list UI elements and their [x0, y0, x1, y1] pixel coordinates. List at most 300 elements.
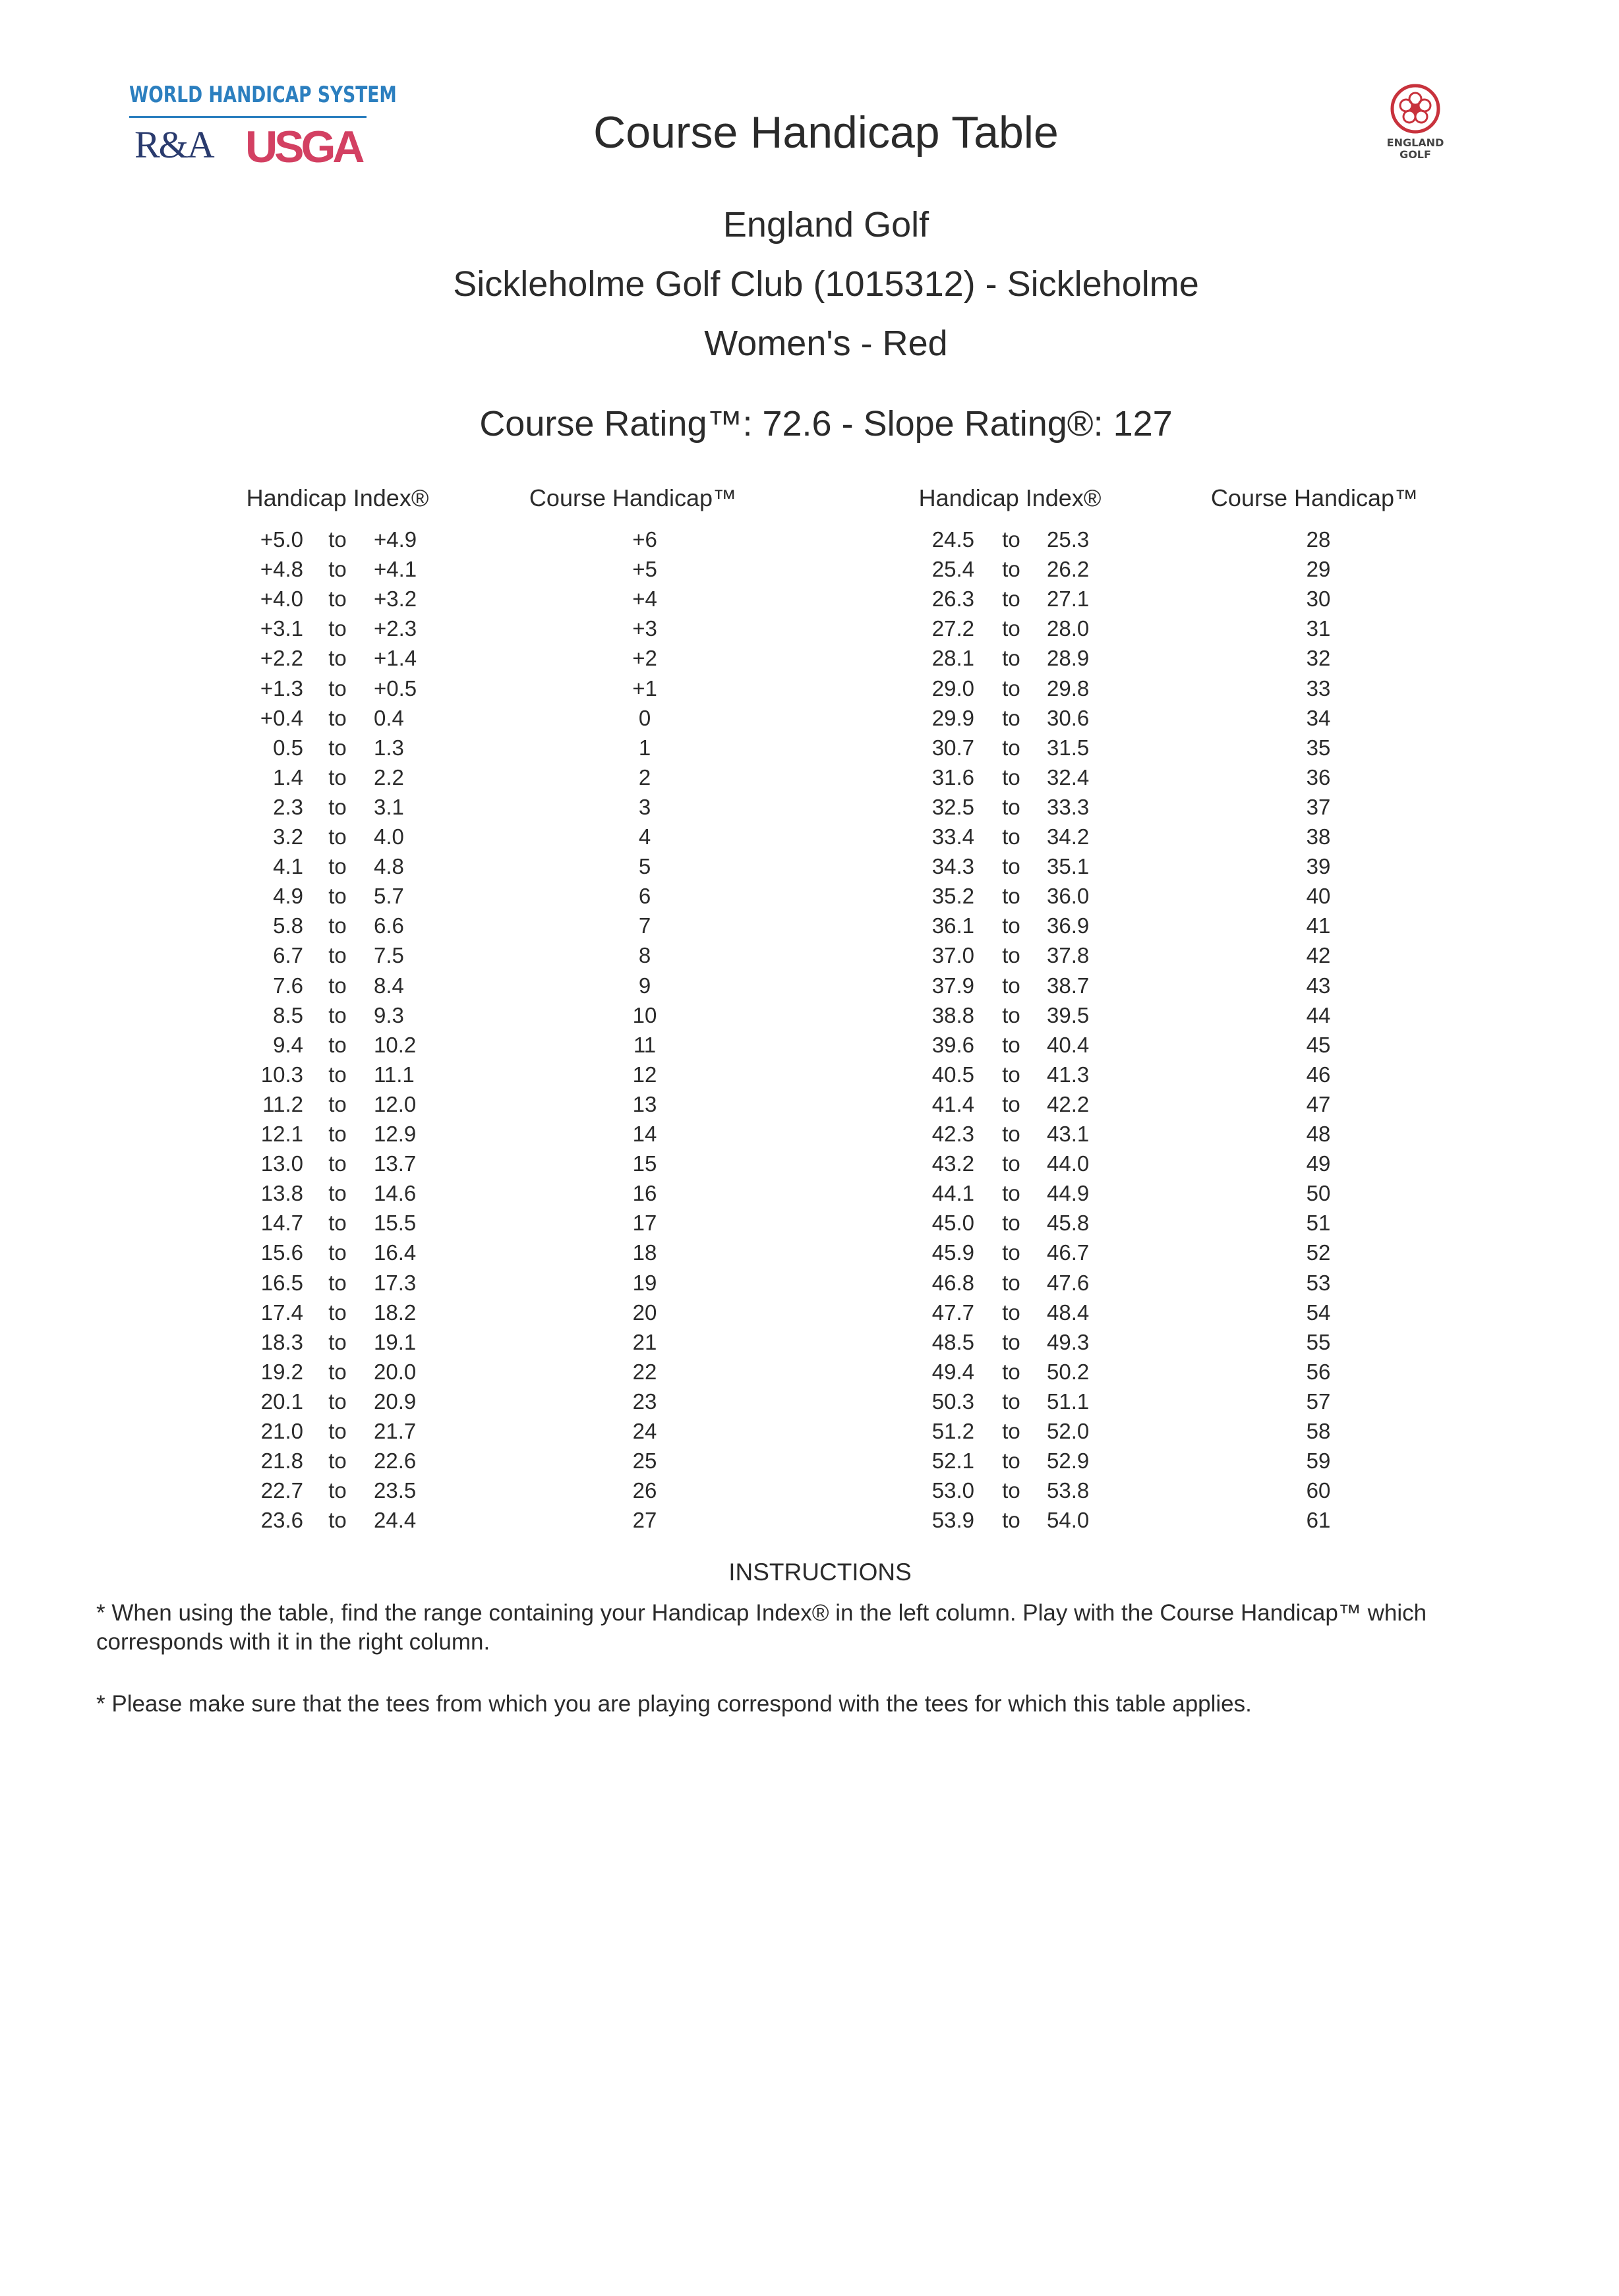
left-range-separator: to [328, 1032, 347, 1057]
left-index-to: +2.3 [374, 616, 417, 641]
left-index-from: 15.6 [260, 1240, 303, 1265]
left-index-from: 7.6 [273, 973, 303, 998]
left-range-separator: to [328, 1002, 347, 1027]
right-index-to: 44.9 [1047, 1181, 1090, 1206]
left-index-from: 13.8 [260, 1181, 303, 1206]
left-course-handicap: 5 [638, 854, 651, 879]
left-index-to: 20.0 [374, 1359, 417, 1384]
instruction-item-1: * When using the table, find the range containing your Handicap Index® in the left column. Play with the Course Handicap™ which corresponds with it in the right column. [96, 1600, 1427, 1655]
left-range-separator: to [328, 646, 347, 671]
right-range-separator: to [1002, 913, 1020, 938]
right-range-separator: to [1002, 557, 1020, 582]
table-row [0, 1478, 1619, 1508]
right-range-separator: to [1002, 1478, 1020, 1503]
right-index-from: 52.1 [931, 1449, 974, 1474]
right-index-to: 32.4 [1047, 764, 1090, 789]
right-range-separator: to [1002, 1389, 1020, 1414]
table-row [0, 1300, 1619, 1330]
right-index-from: 51.2 [931, 1419, 974, 1443]
right-range-separator: to [1002, 973, 1020, 998]
table-row [0, 1330, 1619, 1360]
left-course-handicap: +4 [632, 587, 657, 612]
left-range-separator: to [328, 1478, 347, 1503]
right-index-from: 28.1 [931, 646, 974, 671]
left-course-handicap: 0 [638, 705, 651, 730]
table-row [0, 1122, 1619, 1151]
left-index-from: +4.8 [260, 557, 303, 582]
right-course-handicap: 34 [1306, 705, 1331, 730]
table-row [0, 1240, 1619, 1270]
left-index-from: 1.4 [273, 764, 303, 789]
table-row [0, 913, 1619, 943]
left-range-separator: to [328, 824, 347, 849]
left-index-from: 20.1 [260, 1389, 303, 1414]
right-index-from: 39.6 [931, 1032, 974, 1057]
right-course-handicap: 59 [1306, 1449, 1331, 1474]
right-index-to: 46.7 [1047, 1240, 1090, 1265]
left-range-separator: to [328, 1419, 347, 1443]
left-course-handicap: +2 [632, 646, 657, 671]
left-course-handicap: 16 [632, 1181, 657, 1206]
left-range-separator: to [328, 1211, 347, 1236]
table-row [0, 1181, 1619, 1211]
table-row [0, 795, 1619, 824]
left-index-from: 11.2 [262, 1091, 303, 1116]
england-golf-logo-text: ENGLAND GOLF [1386, 136, 1444, 161]
left-course-handicap: 26 [632, 1478, 657, 1503]
left-index-to: 22.6 [374, 1449, 417, 1474]
left-index-to: 20.9 [374, 1389, 417, 1414]
left-course-handicap: 8 [638, 943, 651, 968]
right-course-handicap: 46 [1306, 1062, 1331, 1087]
right-index-to: 48.4 [1047, 1300, 1090, 1325]
right-index-to: 25.3 [1047, 527, 1090, 552]
right-index-from: 36.1 [931, 913, 974, 938]
right-course-handicap: 35 [1306, 735, 1331, 760]
table-row [0, 557, 1619, 587]
left-range-separator: to [328, 557, 347, 582]
left-index-to: 10.2 [374, 1032, 417, 1057]
left-range-separator: to [328, 1122, 347, 1146]
right-course-handicap: 37 [1306, 794, 1331, 819]
right-index-to: 47.6 [1047, 1270, 1090, 1295]
left-course-handicap: +5 [632, 557, 657, 582]
tee-set: Women's - Red [704, 324, 948, 363]
left-index-from: 14.7 [260, 1211, 303, 1236]
right-index-from: 32.5 [931, 794, 974, 819]
right-course-handicap: 56 [1306, 1359, 1331, 1384]
randa-logo: R&A [134, 123, 214, 166]
left-course-handicap: 20 [632, 1300, 657, 1325]
left-course-handicap: 6 [638, 884, 651, 909]
right-range-separator: to [1002, 1359, 1020, 1384]
right-index-to: 38.7 [1047, 973, 1090, 998]
right-index-from: 37.0 [931, 943, 974, 968]
right-index-from: 53.9 [931, 1508, 974, 1533]
left-range-separator: to [328, 1449, 347, 1474]
left-course-handicap: 17 [632, 1211, 657, 1236]
left-index-to: 21.7 [374, 1419, 417, 1443]
left-index-to: 3.1 [374, 794, 404, 819]
right-index-to: 36.0 [1047, 884, 1090, 909]
right-course-handicap: 51 [1306, 1211, 1331, 1236]
page-title: Course Handicap Table [593, 107, 1059, 158]
right-course-handicap: 41 [1306, 913, 1331, 938]
table-row [0, 973, 1619, 1003]
table-row [0, 616, 1619, 646]
right-range-separator: to [1002, 1062, 1020, 1087]
table-row [0, 1419, 1619, 1449]
right-index-to: 44.0 [1047, 1151, 1090, 1176]
left-index-from: 9.4 [273, 1032, 303, 1057]
left-course-handicap-header: Course Handicap™ [529, 484, 737, 511]
left-index-from: +5.0 [260, 527, 303, 552]
right-range-separator: to [1002, 854, 1020, 879]
left-index-to: 7.5 [374, 943, 404, 968]
left-index-to: 18.2 [374, 1300, 417, 1325]
right-index-from: 45.0 [931, 1211, 974, 1236]
left-index-from: 2.3 [273, 794, 303, 819]
club-name: Sickleholme Golf Club (1015312) - Sickleholme [453, 264, 1199, 304]
right-index-to: 52.0 [1047, 1419, 1090, 1443]
right-course-handicap: 52 [1306, 1240, 1331, 1265]
table-row [0, 1003, 1619, 1033]
left-index-to: 9.3 [374, 1002, 404, 1027]
right-index-from: 53.0 [931, 1478, 974, 1503]
left-range-separator: to [328, 854, 347, 879]
right-course-handicap: 39 [1306, 854, 1331, 879]
right-index-to: 43.1 [1047, 1122, 1090, 1146]
right-index-from: 43.2 [931, 1151, 974, 1176]
left-range-separator: to [328, 735, 347, 760]
right-course-handicap: 47 [1306, 1091, 1331, 1116]
right-index-to: 30.6 [1047, 705, 1090, 730]
left-index-from: 19.2 [260, 1359, 303, 1384]
left-range-separator: to [328, 1240, 347, 1265]
right-index-from: 48.5 [931, 1329, 974, 1354]
left-course-handicap: 18 [632, 1240, 657, 1265]
right-range-separator: to [1002, 1240, 1020, 1265]
left-range-separator: to [328, 794, 347, 819]
right-index-to: 34.2 [1047, 824, 1090, 849]
left-index-from: 18.3 [260, 1329, 303, 1354]
left-index-to: +0.5 [374, 675, 417, 701]
left-course-handicap: +6 [632, 527, 657, 552]
right-range-separator: to [1002, 1449, 1020, 1474]
right-index-from: 38.8 [931, 1002, 974, 1027]
right-range-separator: to [1002, 1181, 1020, 1206]
left-index-from: 21.8 [260, 1449, 303, 1474]
right-range-separator: to [1002, 824, 1020, 849]
right-index-to: 26.2 [1047, 557, 1090, 582]
left-course-handicap: 19 [632, 1270, 657, 1295]
left-range-separator: to [328, 1181, 347, 1206]
table-row [0, 1508, 1619, 1537]
right-range-separator: to [1002, 1211, 1020, 1236]
left-index-from: +1.3 [260, 675, 303, 701]
left-course-handicap: 27 [632, 1508, 657, 1533]
right-index-to: 42.2 [1047, 1091, 1090, 1116]
right-course-handicap: 48 [1306, 1122, 1331, 1146]
left-course-handicap: 2 [638, 764, 651, 789]
left-index-to: 16.4 [374, 1240, 417, 1265]
usga-logo: USGA [245, 122, 362, 172]
left-index-to: 19.1 [374, 1329, 417, 1354]
left-index-to: 1.3 [374, 735, 404, 760]
right-index-from: 46.8 [931, 1270, 974, 1295]
right-course-handicap: 30 [1306, 587, 1331, 612]
left-index-to: 0.4 [374, 705, 404, 730]
right-range-separator: to [1002, 1091, 1020, 1116]
right-index-to: 33.3 [1047, 794, 1090, 819]
right-index-to: 54.0 [1047, 1508, 1090, 1533]
left-course-handicap: 7 [638, 913, 651, 938]
right-range-separator: to [1002, 1122, 1020, 1146]
left-index-from: 23.6 [260, 1508, 303, 1533]
left-index-from: 3.2 [273, 824, 303, 849]
left-range-separator: to [328, 1300, 347, 1325]
left-course-handicap: 3 [638, 794, 651, 819]
left-index-to: 2.2 [374, 764, 404, 789]
right-range-separator: to [1002, 1419, 1020, 1443]
left-range-separator: to [328, 587, 347, 612]
table-row [0, 527, 1619, 557]
right-range-separator: to [1002, 646, 1020, 671]
table-row [0, 1389, 1619, 1419]
left-index-from: 17.4 [260, 1300, 303, 1325]
right-index-from: 27.2 [931, 616, 974, 641]
right-index-from: 33.4 [931, 824, 974, 849]
left-index-to: 12.0 [374, 1091, 417, 1116]
table-row [0, 854, 1619, 884]
right-range-separator: to [1002, 1270, 1020, 1295]
table-row [0, 706, 1619, 735]
right-course-handicap: 36 [1306, 764, 1331, 789]
left-index-to: 13.7 [374, 1151, 417, 1176]
right-course-handicap: 55 [1306, 1329, 1331, 1354]
left-course-handicap: 12 [632, 1062, 657, 1087]
right-index-from: 41.4 [931, 1091, 974, 1116]
right-index-to: 28.0 [1047, 616, 1090, 641]
right-course-handicap: 53 [1306, 1270, 1331, 1295]
right-range-separator: to [1002, 587, 1020, 612]
left-range-separator: to [328, 705, 347, 730]
left-course-handicap: 25 [632, 1449, 657, 1474]
right-range-separator: to [1002, 1329, 1020, 1354]
right-range-separator: to [1002, 1151, 1020, 1176]
left-index-from: +4.0 [260, 587, 303, 612]
right-range-separator: to [1002, 616, 1020, 641]
right-index-to: 39.5 [1047, 1002, 1090, 1027]
left-index-from: 10.3 [260, 1062, 303, 1087]
left-range-separator: to [328, 913, 347, 938]
left-index-to: 12.9 [374, 1122, 417, 1146]
right-index-to: 50.2 [1047, 1359, 1090, 1384]
right-index-from: 29.0 [931, 675, 974, 701]
right-index-to: 31.5 [1047, 735, 1090, 760]
right-index-from: 50.3 [931, 1389, 974, 1414]
left-index-to: 4.0 [374, 824, 404, 849]
right-index-to: 45.8 [1047, 1211, 1090, 1236]
course-slope-rating: Course Rating™: 72.6 - Slope Rating®: 127 [479, 404, 1173, 444]
left-range-separator: to [328, 764, 347, 789]
right-index-to: 27.1 [1047, 587, 1090, 612]
right-index-to: 40.4 [1047, 1032, 1090, 1057]
right-course-handicap: 54 [1306, 1300, 1331, 1325]
left-range-separator: to [328, 1329, 347, 1354]
left-range-separator: to [328, 1508, 347, 1533]
left-index-to: +3.2 [374, 587, 417, 612]
left-index-from: 21.0 [260, 1419, 303, 1443]
left-range-separator: to [328, 1062, 347, 1087]
left-index-from: 4.1 [273, 854, 303, 879]
table-row [0, 646, 1619, 675]
left-range-separator: to [328, 973, 347, 998]
left-range-separator: to [328, 884, 347, 909]
right-index-from: 49.4 [931, 1359, 974, 1384]
left-course-handicap: 4 [638, 824, 651, 849]
right-course-handicap: 32 [1306, 646, 1331, 671]
right-course-handicap: 50 [1306, 1181, 1331, 1206]
right-index-from: 25.4 [931, 557, 974, 582]
right-course-handicap: 43 [1306, 973, 1331, 998]
right-index-from: 44.1 [931, 1181, 974, 1206]
right-index-from: 31.6 [931, 764, 974, 789]
left-index-from: 12.1 [260, 1122, 303, 1146]
left-range-separator: to [328, 1270, 347, 1295]
left-course-handicap: 1 [638, 735, 651, 760]
left-index-from: 5.8 [273, 913, 303, 938]
left-index-to: 11.1 [374, 1062, 415, 1087]
left-index-to: 15.5 [374, 1211, 417, 1236]
right-course-handicap: 28 [1306, 527, 1331, 552]
table-row [0, 587, 1619, 616]
left-index-from: 22.7 [260, 1478, 303, 1503]
right-index-to: 41.3 [1047, 1062, 1090, 1087]
right-range-separator: to [1002, 764, 1020, 789]
right-index-from: 34.3 [931, 854, 974, 879]
right-range-separator: to [1002, 705, 1020, 730]
table-row [0, 1360, 1619, 1389]
left-course-handicap: 13 [632, 1091, 657, 1116]
right-range-separator: to [1002, 943, 1020, 968]
table-row [0, 884, 1619, 913]
right-index-from: 29.9 [931, 705, 974, 730]
right-index-from: 30.7 [931, 735, 974, 760]
left-range-separator: to [328, 1389, 347, 1414]
right-course-handicap: 42 [1306, 943, 1331, 968]
right-index-from: 35.2 [931, 884, 974, 909]
right-index-to: 36.9 [1047, 913, 1090, 938]
right-range-separator: to [1002, 675, 1020, 701]
left-index-from: 6.7 [273, 943, 303, 968]
left-range-separator: to [328, 1359, 347, 1384]
table-row [0, 943, 1619, 973]
right-index-to: 37.8 [1047, 943, 1090, 968]
right-index-to: 49.3 [1047, 1329, 1090, 1354]
right-index-from: 24.5 [931, 527, 974, 552]
left-index-to: 8.4 [374, 973, 404, 998]
right-course-handicap: 40 [1306, 884, 1331, 909]
left-index-from: 8.5 [273, 1002, 303, 1027]
left-course-handicap: 22 [632, 1359, 657, 1384]
left-range-separator: to [328, 527, 347, 552]
right-index-from: 37.9 [931, 973, 974, 998]
right-range-separator: to [1002, 794, 1020, 819]
left-course-handicap: 23 [632, 1389, 657, 1414]
right-index-from: 45.9 [931, 1240, 974, 1265]
right-range-separator: to [1002, 1508, 1020, 1533]
left-range-separator: to [328, 616, 347, 641]
right-course-handicap: 45 [1306, 1032, 1331, 1057]
left-index-to: 23.5 [374, 1478, 417, 1503]
left-course-handicap: 15 [632, 1151, 657, 1176]
right-course-handicap: 29 [1306, 557, 1331, 582]
right-index-to: 51.1 [1047, 1389, 1090, 1414]
left-index-to: 4.8 [374, 854, 404, 879]
right-range-separator: to [1002, 884, 1020, 909]
left-index-from: 16.5 [260, 1270, 303, 1295]
left-index-to: 5.7 [374, 884, 404, 909]
right-index-to: 53.8 [1047, 1478, 1090, 1503]
right-range-separator: to [1002, 1300, 1020, 1325]
right-range-separator: to [1002, 527, 1020, 552]
left-range-separator: to [328, 1091, 347, 1116]
left-index-to: +4.9 [374, 527, 417, 552]
table-row [0, 676, 1619, 706]
left-index-from: 4.9 [273, 884, 303, 909]
left-range-separator: to [328, 943, 347, 968]
table-row [0, 765, 1619, 795]
left-course-handicap: 21 [632, 1329, 657, 1354]
left-course-handicap: 9 [638, 973, 651, 998]
right-course-handicap: 61 [1306, 1508, 1331, 1533]
table-row [0, 1033, 1619, 1062]
left-range-separator: to [328, 675, 347, 701]
instructions-heading: INSTRUCTIONS [728, 1559, 912, 1586]
table-row [0, 1449, 1619, 1478]
right-course-handicap: 57 [1306, 1389, 1331, 1414]
left-index-from: +0.4 [260, 705, 303, 730]
left-index-from: 13.0 [260, 1151, 303, 1176]
table-row [0, 735, 1619, 765]
left-index-from: 0.5 [273, 735, 303, 760]
right-index-from: 47.7 [931, 1300, 974, 1325]
association-name: England Golf [722, 205, 929, 244]
left-index-to: +4.1 [374, 557, 417, 582]
table-row [0, 1211, 1619, 1240]
left-course-handicap: +1 [632, 675, 657, 701]
right-course-handicap: 38 [1306, 824, 1331, 849]
left-index-to: 24.4 [374, 1508, 417, 1533]
right-index-from: 42.3 [931, 1122, 974, 1146]
left-index-from: +2.2 [260, 646, 303, 671]
right-index-to: 29.8 [1047, 675, 1090, 701]
right-index-header: Handicap Index® [918, 484, 1102, 511]
right-course-handicap: 33 [1306, 675, 1331, 701]
left-course-handicap: 11 [633, 1032, 657, 1057]
right-index-from: 26.3 [931, 587, 974, 612]
right-range-separator: to [1002, 735, 1020, 760]
left-index-from: +3.1 [260, 616, 303, 641]
left-course-handicap: 14 [632, 1122, 657, 1146]
table-row [0, 1092, 1619, 1122]
right-course-handicap: 31 [1306, 616, 1331, 641]
right-range-separator: to [1002, 1032, 1020, 1057]
left-index-to: 6.6 [374, 913, 404, 938]
right-index-to: 28.9 [1047, 646, 1090, 671]
table-row [0, 1271, 1619, 1300]
